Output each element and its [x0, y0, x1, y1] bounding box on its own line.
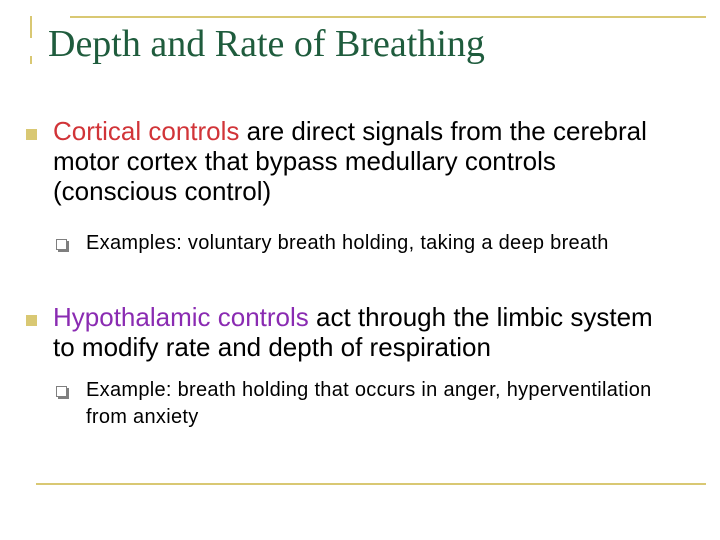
- bullet-1-text: [53, 116, 673, 206]
- bullet-2-sub-text: Example: breath holding that occurs in anger, hyperventilation from anxiety: [86, 379, 652, 428]
- bullet-1-body: are direct signals from the cerebral motor cortex that bypass medullary controls (conscious control): [53, 116, 647, 206]
- bullet-2-body: act through the limbic system to modify rate and depth of respiration: [53, 302, 653, 362]
- bullet-1-sub-text: Examples: voluntary breath holding, taking a deep breath: [86, 232, 609, 254]
- bullet-square-icon: [26, 315, 37, 326]
- frame-left-line-top: [30, 16, 32, 38]
- frame-bottom-line: [36, 483, 706, 485]
- bullet-2-highlight: Hypothalamic controls: [53, 302, 309, 332]
- bullet-1-highlight: Cortical controls: [53, 116, 240, 146]
- bullet-square-icon: [26, 129, 37, 140]
- bullet-2-text: [53, 302, 673, 362]
- slide-title: Depth and Rate of Breathing: [48, 23, 485, 65]
- sub-bullet-checkbox-icon: [56, 239, 67, 250]
- sub-bullet-checkbox-icon: [56, 386, 67, 397]
- frame-left-line-bottom: [30, 56, 32, 64]
- frame-top-line: [70, 16, 706, 18]
